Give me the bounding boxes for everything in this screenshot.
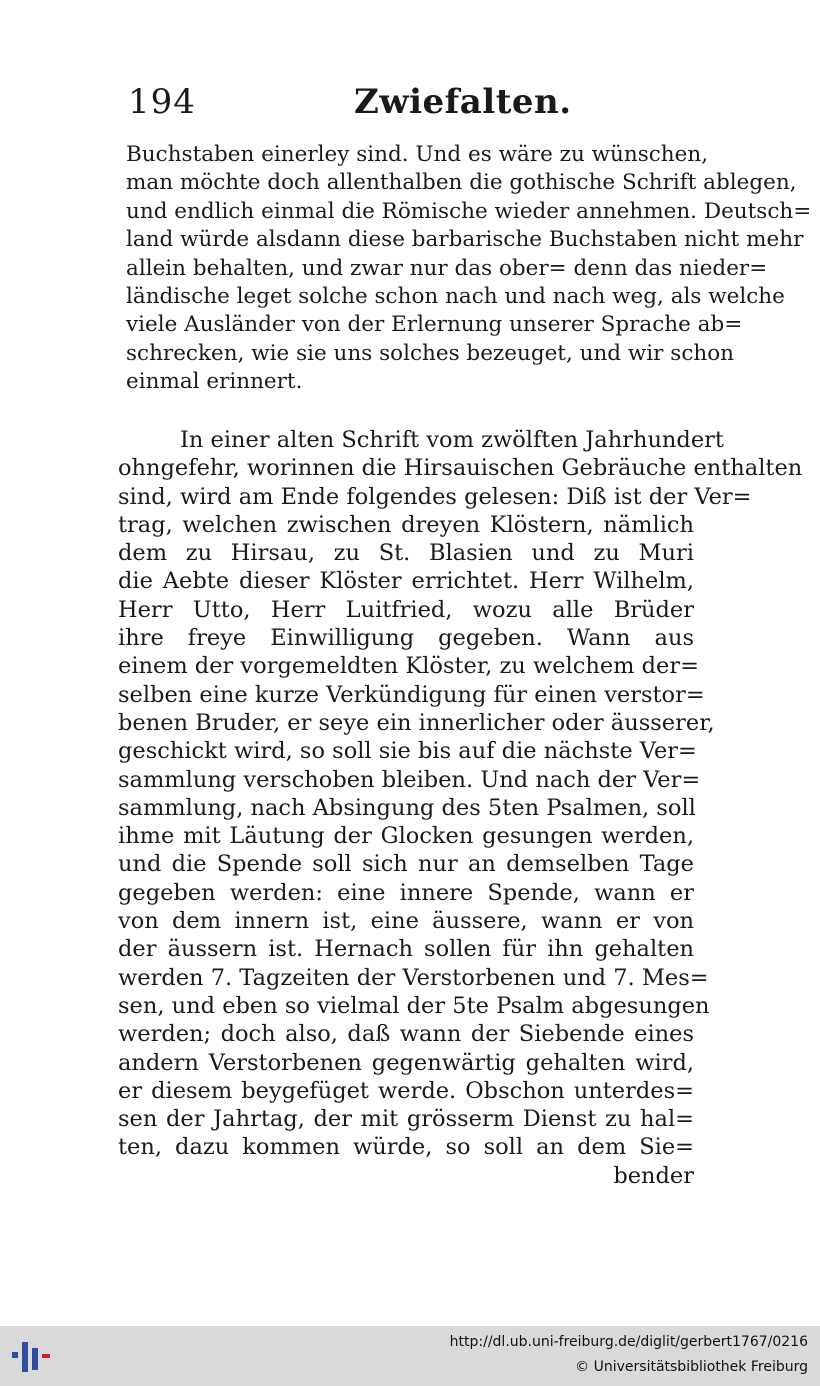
text-line: der äussern ist. Hernach sollen für ihn gehalten [118, 936, 694, 963]
text-line: trag, welchen zwischen dreyen Klöstern, nämlich [118, 511, 694, 538]
text-line: ten, dazu kommen würde, so soll an dem Sie= [118, 1134, 694, 1161]
text-line: sammlung, nach Absingung des 5ten Psalmen, soll [118, 794, 696, 821]
text-line: ihre freye Einwilligung gegeben. Wann aus [118, 625, 694, 652]
text-line: er diesem beygefüget werde. Obschon unterdes= [118, 1077, 694, 1104]
text-line: schrecken, wie sie uns solches bezeuget, und wir schon [126, 340, 735, 366]
permalink-link[interactable]: http://dl.ub.uni-freiburg.de/diglit/gerbert1767/0216 [449, 1334, 808, 1350]
page-header [128, 80, 708, 124]
running-title: Zwiefalten. [354, 82, 572, 122]
text-line: dem zu Hirsau, zu St. Blasien und zu Muri [118, 540, 694, 567]
viewer-footer [0, 1326, 820, 1386]
text-line: gegeben werden: eine innere Spende, wann er [118, 879, 694, 906]
text-line: land würde alsdann diese barbarische Buchstaben nicht mehr [126, 227, 804, 253]
text-line: ihme mit Läutung der Glocken gesungen werden, [118, 823, 694, 850]
text-line: benen Bruder, er seye ein innerlicher oder äusserer, [118, 709, 715, 736]
text-line: viele Ausländer von der Erlernung unserer Sprache ab= [126, 312, 743, 338]
text-line: sind, wird am Ende folgendes gelesen: Diß ist der Ver= [118, 483, 752, 510]
catchword: bender [613, 1162, 694, 1189]
text-line: selben eine kurze Verkündigung für einen verstor= [118, 681, 705, 708]
text-line: andern Verstorbenen gegenwärtig gehalten wird, [118, 1049, 694, 1076]
text-line: Buchstaben einerley sind. Und es wäre zu wünschen, [126, 142, 709, 167]
text-line: werden 7. Tagzeiten der Verstorbenen und 7. Mes= [118, 964, 709, 991]
text-line: sen der Jahrtag, der mit grösserm Dienst zu hal= [118, 1106, 694, 1133]
text-line: und endlich einmal die Römische wieder annehmen. Deutsch= [126, 198, 812, 224]
text-line: einem der vorgemeldten Klöster, zu welchem der= [118, 653, 699, 680]
text-line: man möchte doch allenthalben die gothische Schrift ablegen, [126, 170, 797, 196]
text-line: die Aebte dieser Klöster errichtet. Herr Wilhelm, [118, 568, 694, 595]
text-line: sammlung verschoben bleiben. Und nach der Ver= [118, 766, 701, 793]
text-line: sen, und eben so vielmal der 5te Psalm abgesungen [118, 992, 710, 1019]
paragraph-1 [126, 141, 812, 397]
text-line: ländische leget solche schon nach und nach weg, als welche [126, 283, 785, 309]
text-line: Herr Utto, Herr Luitfried, wozu alle Brüder [118, 596, 694, 623]
library-logo-icon [8, 1336, 56, 1376]
text-line: allein behalten, und zwar nur das ober= denn das nieder= [126, 255, 768, 281]
text-line: werden; doch also, daß wann der Siebende eines [118, 1021, 694, 1048]
text-line: In einer alten Schrift vom zwölften Jahrhundert [180, 427, 724, 453]
text-line: und die Spende soll sich nur an demselben Tage [118, 851, 694, 878]
page-number: 194 [128, 82, 196, 122]
text-line: einmal erinnert. [126, 369, 303, 395]
paragraph-2 [118, 426, 803, 1190]
text-line: von dem innern ist, eine äussere, wann er von [118, 908, 694, 935]
text-line: geschickt wird, so soll sie bis auf die nächste Ver= [118, 738, 697, 765]
text-line: ohngefehr, worinnen die Hirsauischen Gebräuche enthalten [118, 455, 803, 482]
copyright-notice: © Universitätsbibliothek Freiburg [575, 1359, 808, 1375]
